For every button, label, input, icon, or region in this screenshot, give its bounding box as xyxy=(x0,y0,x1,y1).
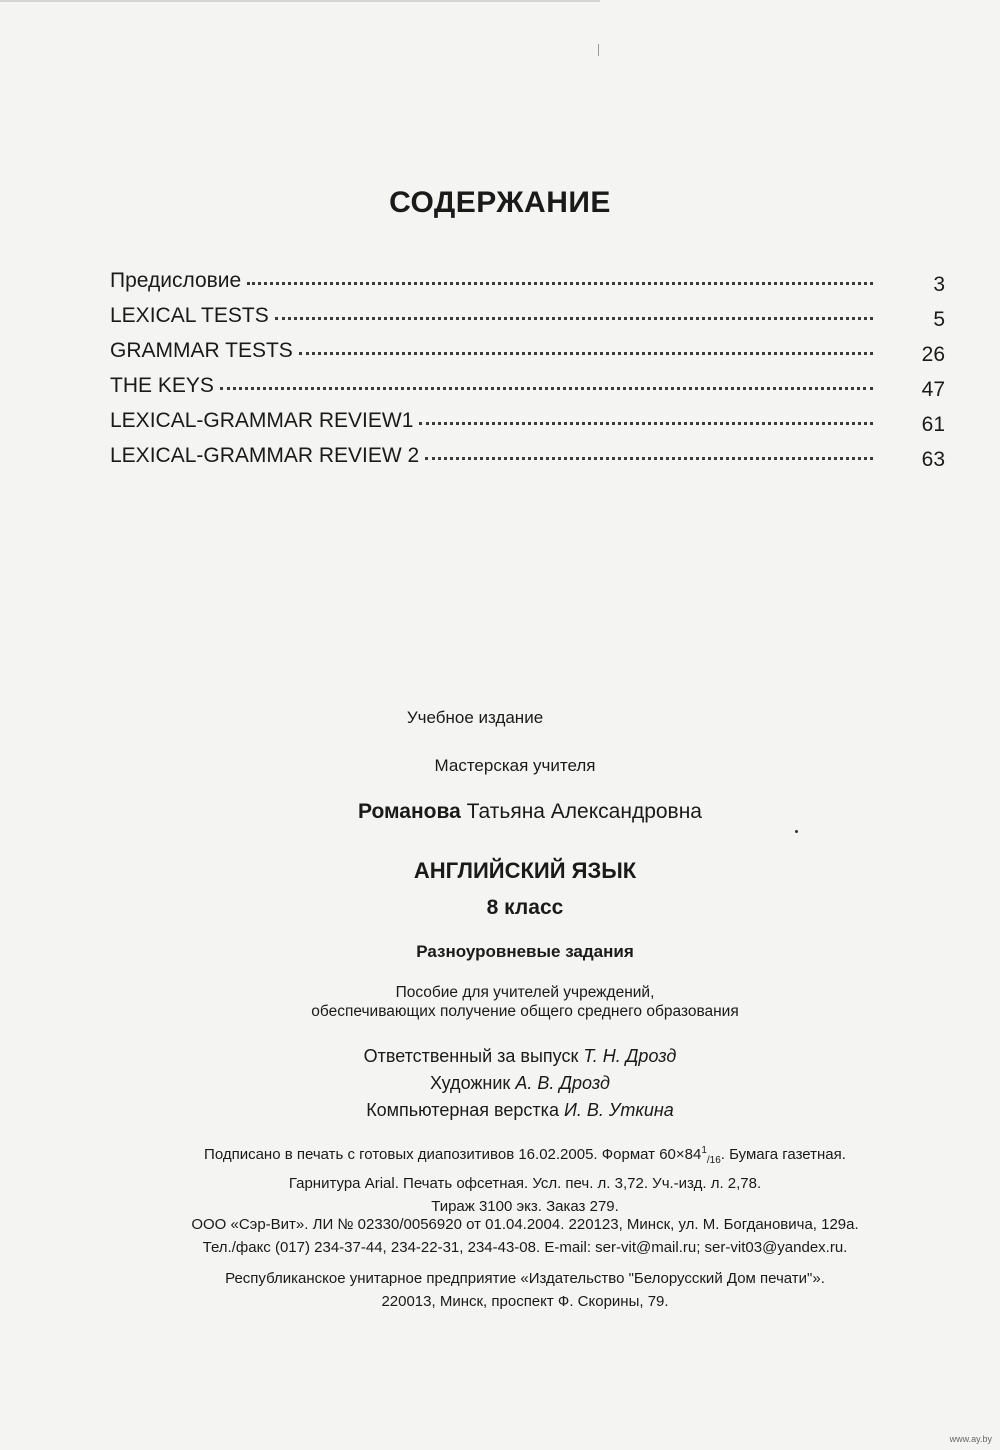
toc-entry xyxy=(110,433,945,471)
scan-artifact xyxy=(0,0,600,2)
edition-type: Учебное издание xyxy=(406,708,544,727)
format-sub: /16 xyxy=(706,1155,721,1166)
scan-artifact xyxy=(795,830,798,833)
toc-entry xyxy=(110,293,945,331)
toc-entry xyxy=(110,258,945,296)
series-name: Мастерская учителя xyxy=(434,756,596,775)
scan-artifact xyxy=(598,44,599,56)
toc-entry-label: Предисловие xyxy=(110,269,247,293)
toc-leader-dots xyxy=(275,317,873,320)
watermark: www.ay.by xyxy=(949,1434,992,1444)
print-line: Тираж 3100 экз. Заказ 279. xyxy=(431,1198,619,1215)
purpose-line: обеспечивающих получение общего среднего образования xyxy=(311,1003,739,1020)
author xyxy=(30,800,1000,824)
book-subject: АНГЛИЙСКИЙ ЯЗЫК xyxy=(413,858,637,883)
credit-label: Компьютерная верстка xyxy=(366,1100,559,1120)
print-text: . Бумага газетная. xyxy=(720,1146,846,1163)
toc-entry-page: 63 xyxy=(921,448,945,471)
book-purpose xyxy=(25,983,1000,1021)
credit-person: И. В. Уткина xyxy=(563,1100,674,1120)
table-of-contents xyxy=(110,258,945,471)
credit-responsible xyxy=(20,1043,1000,1070)
print-line xyxy=(25,1139,1000,1172)
publisher-line: ООО «Сэр-Вит». ЛИ № 02330/0056920 от 01.04.2004. 220123, Минск, ул. М. Богдановича, 129а. xyxy=(191,1216,859,1233)
toc-entry-label: LEXICAL-GRAMMAR REVIEW1 xyxy=(110,409,419,433)
toc-leader-dots xyxy=(220,387,873,390)
toc-entry xyxy=(110,398,945,436)
credit-label: Ответственный за выпуск xyxy=(363,1046,579,1066)
plant-line: 220013, Минск, проспект Ф. Скорины, 79. xyxy=(381,1293,669,1310)
book-kind: Разноуровневые задания xyxy=(416,942,634,961)
toc-entry-page: 3 xyxy=(933,273,945,296)
credit-artist xyxy=(20,1070,1000,1097)
purpose-line: Пособие для учителей учреждений, xyxy=(395,984,655,1001)
format-sup: 1 xyxy=(701,1145,707,1156)
credit-person: А. В. Дрозд xyxy=(515,1073,610,1093)
book-grade: 8 класс xyxy=(486,896,564,919)
print-line: Гарнитура Arial. Печать офсетная. Усл. печ. л. 3,72. Уч.-изд. л. 2,78. xyxy=(288,1175,762,1192)
plant-line: Республиканское унитарное предприятие «Издательство "Белорусский Дом печати"». xyxy=(225,1270,825,1287)
credit-layout xyxy=(20,1097,1000,1124)
toc-entry-page: 61 xyxy=(921,413,945,436)
author-name: Татьяна Александровна xyxy=(466,800,702,823)
publisher-details xyxy=(25,1213,1000,1259)
print-text: Подписано в печать с готовых диапозитивов 16.02.2005. Формат 60×84 xyxy=(204,1146,702,1163)
credits xyxy=(20,1043,1000,1124)
toc-entry xyxy=(110,363,945,401)
credit-label: Художник xyxy=(430,1073,511,1093)
author-surname: Романова xyxy=(358,800,461,823)
toc-entry-page: 5 xyxy=(933,308,945,331)
toc-entry-label: LEXICAL-GRAMMAR REVIEW 2 xyxy=(110,444,425,468)
print-details xyxy=(25,1139,1000,1218)
toc-title: СОДЕРЖАНИЕ xyxy=(389,186,611,219)
toc-entry-label: LEXICAL TESTS xyxy=(110,304,275,328)
toc-leader-dots xyxy=(419,422,873,425)
toc-entry xyxy=(110,328,945,366)
credit-person: Т. Н. Дрозд xyxy=(583,1046,677,1066)
toc-entry-page: 26 xyxy=(921,343,945,366)
publisher-line: Тел./факс (017) 234-37-44, 234-22-31, 234-43-08. E-mail: ser-vit@mail.ru; ser-vit03@yandex.ru. xyxy=(202,1239,848,1256)
toc-leader-dots xyxy=(247,282,873,285)
toc-leader-dots xyxy=(299,352,873,355)
printing-plant xyxy=(25,1267,1000,1313)
toc-entry-label: THE KEYS xyxy=(110,374,220,398)
toc-entry-page: 47 xyxy=(921,378,945,401)
toc-leader-dots xyxy=(425,457,873,460)
toc-entry-label: GRAMMAR TESTS xyxy=(110,339,299,363)
